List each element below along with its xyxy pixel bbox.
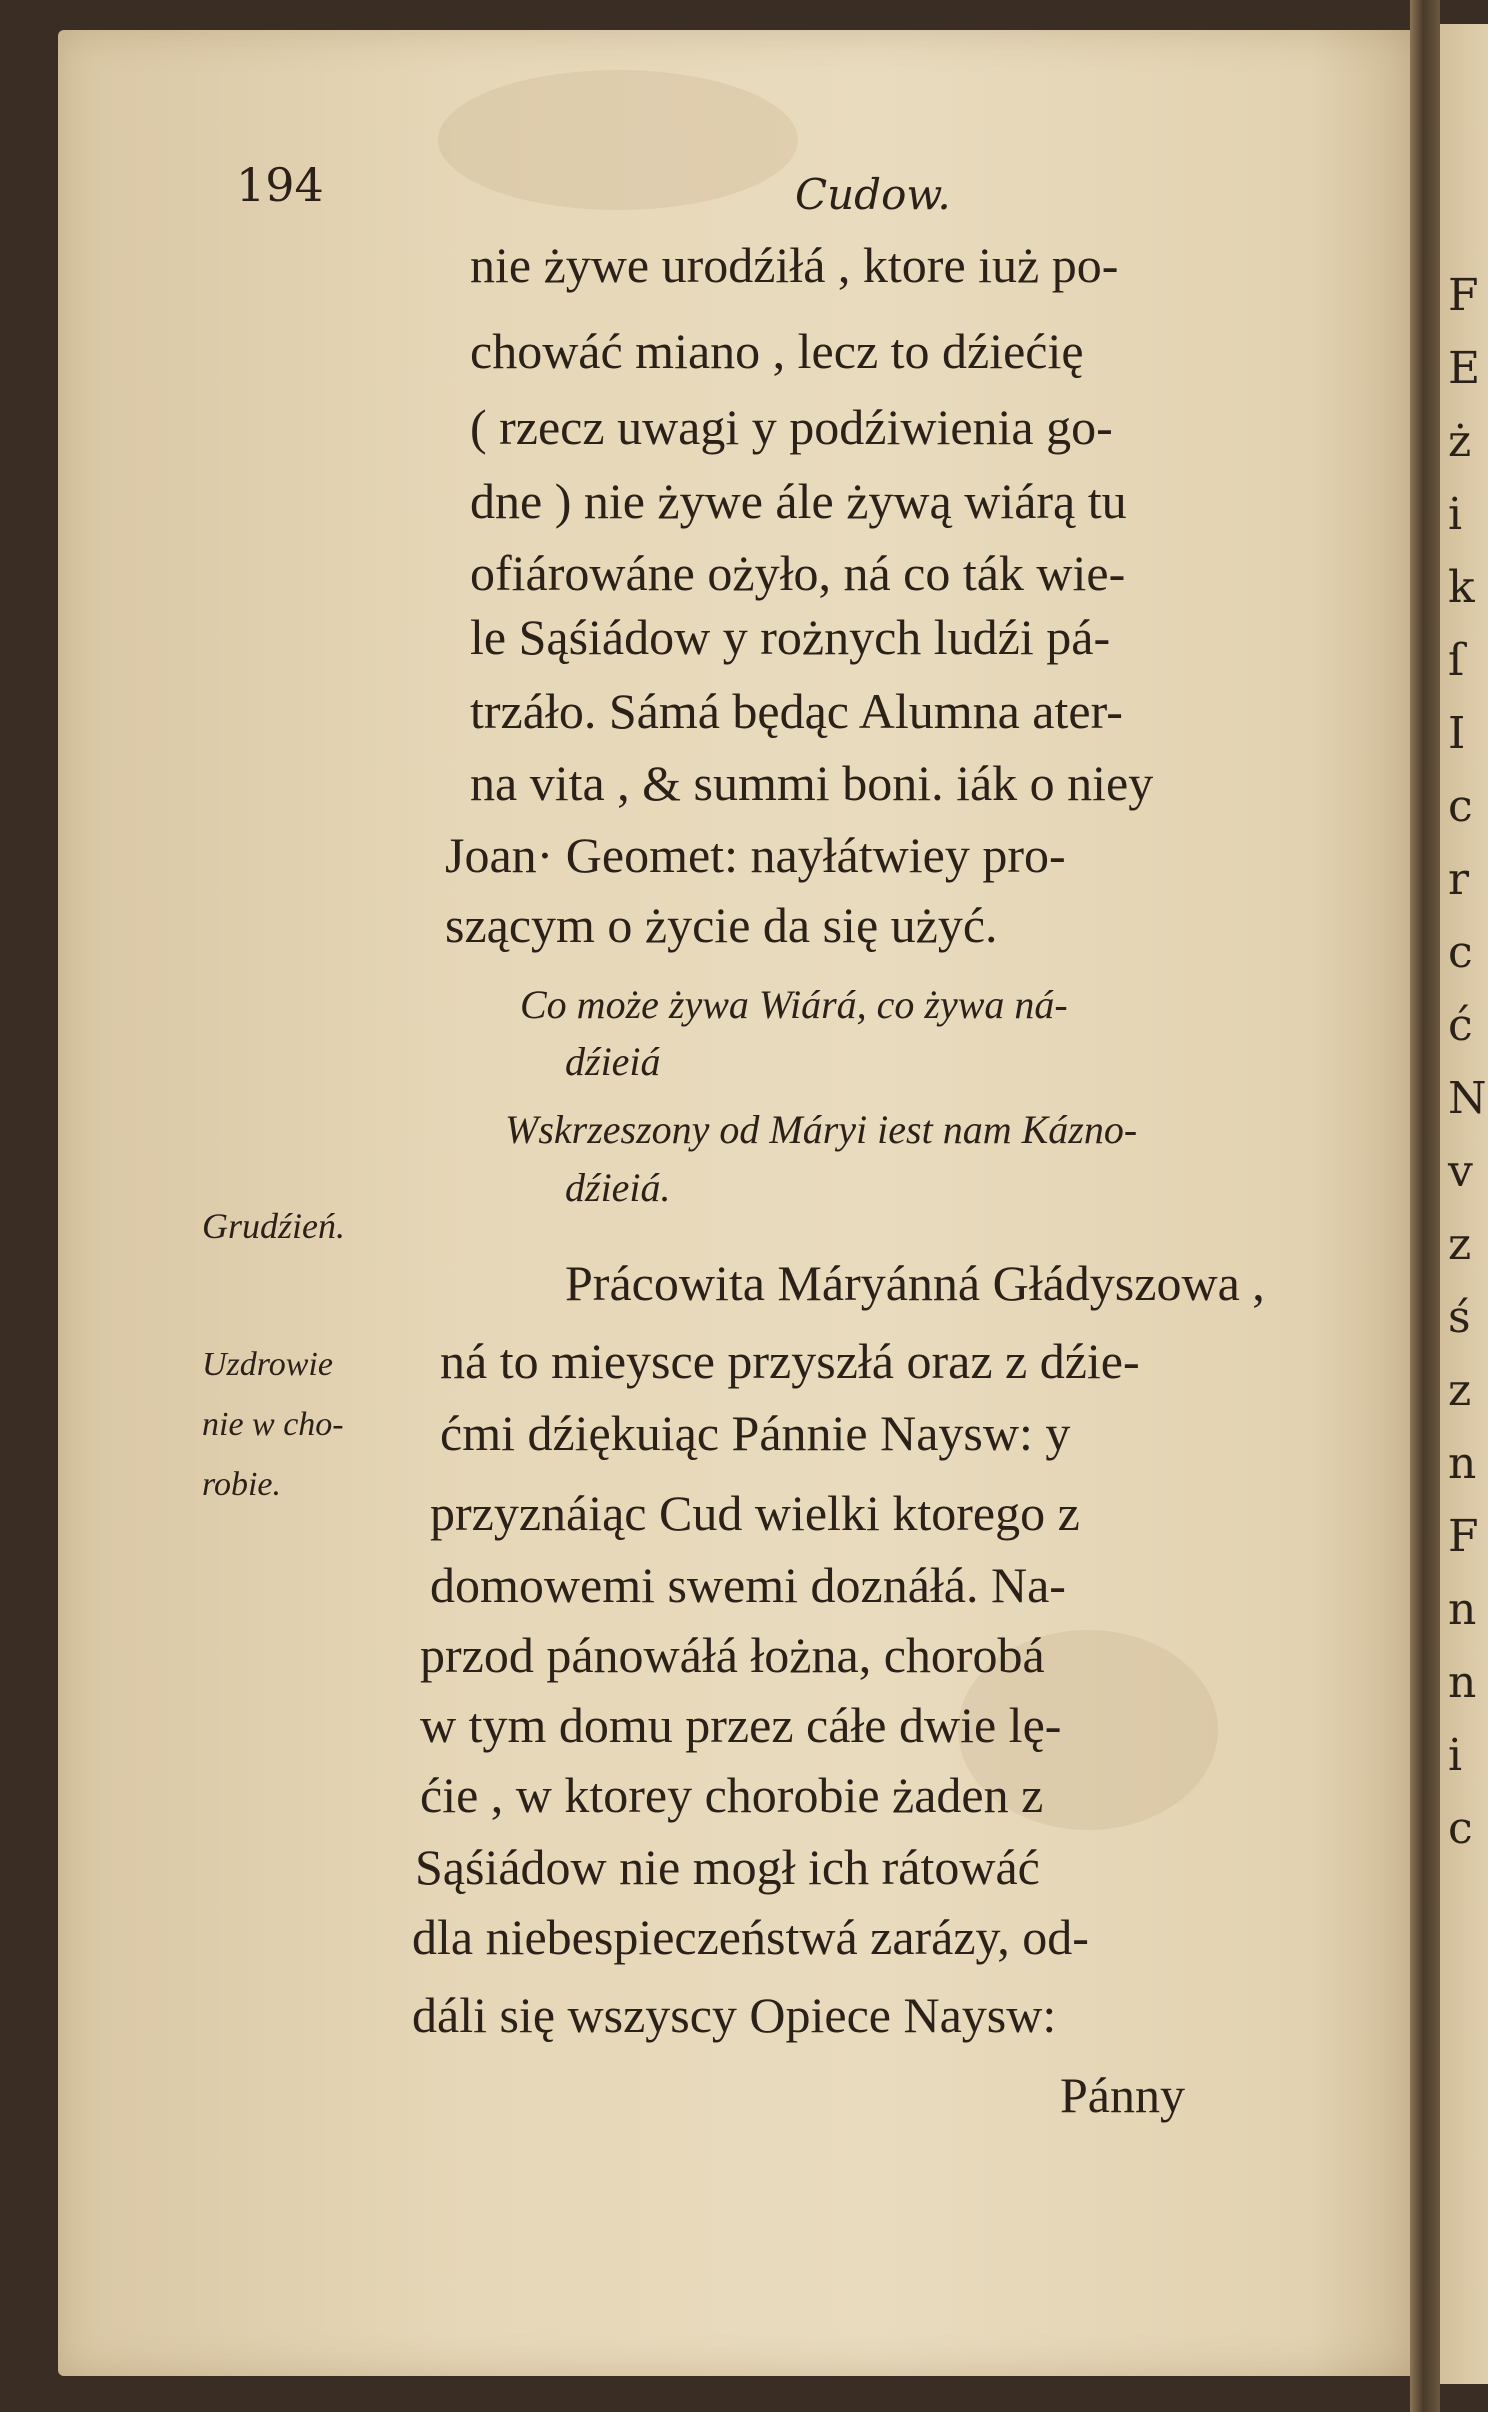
- margin-note-topic: robie.: [202, 1466, 282, 1503]
- verse-line: dźieiá: [565, 1039, 661, 1084]
- verse-line: Co może żywa Wiárá, co żywa ná-: [520, 982, 1068, 1027]
- text-line: trzáło. Sámá będąc Alumna ater-: [470, 683, 1123, 739]
- next-page-edge: [1440, 24, 1488, 2384]
- running-head: Cudow.: [795, 170, 951, 219]
- text-line: nie żywe urodźiłá , ktore iuż po-: [470, 237, 1119, 293]
- next-page-letter: z: [1448, 1365, 1472, 1416]
- next-page-letter: i: [1448, 1730, 1463, 1781]
- text-line: ná to mieysce przyszłá oraz z dźie-: [440, 1333, 1140, 1389]
- next-page-letter: n: [1448, 1438, 1477, 1489]
- next-page-letter: ż: [1448, 416, 1472, 467]
- next-page-letter: n: [1448, 1584, 1477, 1635]
- next-page-letter: ſ: [1448, 635, 1465, 686]
- next-page-letter: N: [1448, 1073, 1487, 1124]
- text-line: Joan· Geomet: nayłátwiey pro-: [445, 827, 1066, 883]
- text-line: na vita , & summi boni. iák o niey: [470, 755, 1154, 811]
- text-line: przyznáiąc Cud wielki ktorego z: [430, 1485, 1080, 1541]
- text-line: ofiárowáne ożyło, ná co ták wie-: [470, 545, 1126, 601]
- text-line: w tym domu przez cáłe dwie lę-: [420, 1697, 1062, 1753]
- text-line: szącym o życie da się użyć.: [445, 897, 998, 953]
- next-page-letter: E: [1448, 343, 1481, 394]
- text-line: ( rzecz uwagi y podźiwienia go-: [470, 399, 1113, 455]
- next-page-letter: v: [1448, 1146, 1473, 1197]
- page-number: 194: [236, 158, 324, 212]
- text-line: przod pánowáłá łożna, chorobá: [420, 1627, 1045, 1683]
- next-page-letter: c: [1448, 781, 1473, 832]
- text-line: Prácowita Máryánná Głádyszowa ,: [565, 1255, 1265, 1311]
- next-page-letter: c: [1448, 927, 1473, 978]
- next-page-letter: F: [1448, 1511, 1479, 1562]
- next-page-letter: c: [1448, 1803, 1473, 1854]
- text-line: chowáć miano , lecz to dźiećię: [470, 323, 1084, 379]
- next-page-letter: ć: [1448, 1000, 1473, 1051]
- catchword: Pánny: [1060, 2067, 1185, 2123]
- margin-note-topic: Uzdrowie: [202, 1346, 333, 1383]
- text-line: le Sąśiádow y rożnych ludźi pá-: [470, 609, 1111, 665]
- text-line: ćie , w ktorey chorobie żaden z: [420, 1767, 1044, 1823]
- next-page-letter: k: [1448, 562, 1475, 613]
- next-page-letter: z: [1448, 1219, 1472, 1270]
- next-page-letter: r: [1448, 854, 1470, 905]
- next-page-letter: F: [1448, 270, 1479, 321]
- verse-line: Wskrzeszony od Máryi iest nam Kázno-: [505, 1107, 1138, 1152]
- text-line: dáli się wszyscy Opiece Naysw:: [412, 1987, 1057, 2043]
- text-line: dla niebespieczeństwá zarázy, od-: [412, 1909, 1089, 1965]
- margin-note-topic: nie w cho-: [202, 1406, 344, 1443]
- verse-line: dźieiá.: [565, 1165, 671, 1210]
- margin-note-month: Grudźień.: [202, 1206, 345, 1246]
- page-stain: [438, 70, 798, 210]
- text-line: domowemi swemi doznáłá. Na-: [430, 1557, 1066, 1613]
- text-line: ćmi dźiękuiąc Pánnie Naysw: y: [440, 1405, 1071, 1461]
- text-line: Sąśiádow nie mogł ich rátowáć: [415, 1839, 1040, 1895]
- next-page-letter: ś: [1448, 1292, 1471, 1343]
- next-page-letter: n: [1448, 1657, 1477, 1708]
- next-page-letter: I: [1448, 708, 1466, 759]
- book-gutter: [1410, 0, 1440, 2412]
- next-page-letter: i: [1448, 489, 1463, 540]
- text-line: dne ) nie żywe ále żywą wiárą tu: [470, 473, 1127, 529]
